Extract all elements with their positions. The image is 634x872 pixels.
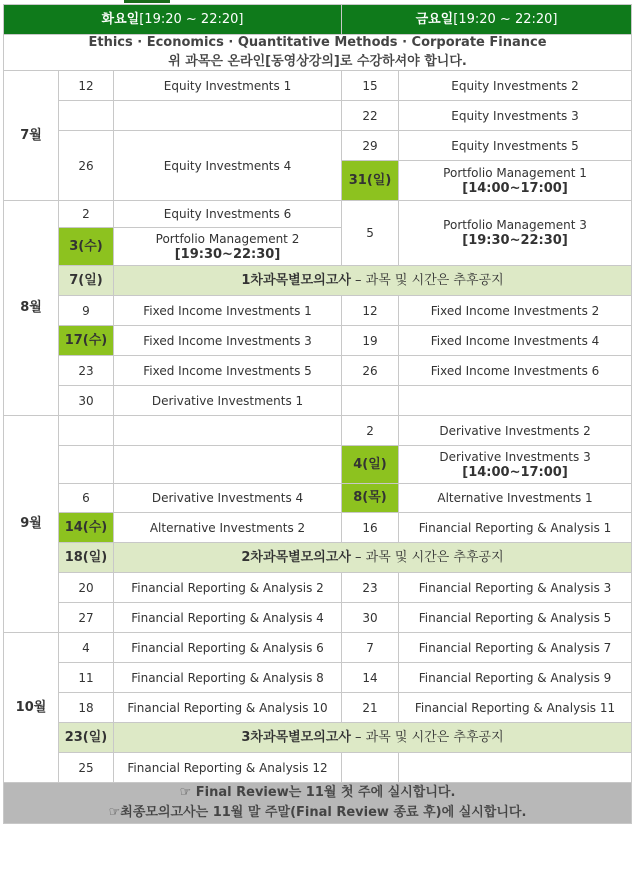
exam-notice: 3차과목별모의고사 – 과목 및 시간은 추후공지 [114, 723, 632, 753]
fri-class: Fixed Income Investments 2 [399, 296, 632, 326]
table-row [4, 296, 632, 326]
tue-date: 12 [59, 71, 114, 101]
tue-class: Equity Investments 4 [114, 131, 342, 201]
tue-class: Financial Reporting & Analysis 6 [114, 633, 342, 663]
class-title: Portfolio Management 1 [443, 165, 587, 180]
fri-date: 16 [342, 513, 399, 543]
fri-date-empty [342, 753, 399, 783]
fri-date: 29 [342, 131, 399, 161]
class-time: [14:00~17:00] [462, 464, 568, 480]
class-time: [19:30~22:30] [462, 233, 568, 248]
fri-date: 19 [342, 326, 399, 356]
fri-class [399, 201, 632, 266]
footer-row [4, 783, 632, 824]
fri-class: Equity Investments 5 [399, 131, 632, 161]
fri-date: 2 [342, 416, 399, 446]
fri-class: Fixed Income Investments 4 [399, 326, 632, 356]
tue-date-empty [59, 101, 114, 131]
table-row [4, 446, 632, 484]
table-row [4, 131, 632, 161]
exam-date: 7(일) [59, 266, 114, 296]
tue-class: Equity Investments 6 [114, 201, 342, 228]
fri-date: 22 [342, 101, 399, 131]
exam-row [4, 543, 632, 573]
fri-class: Financial Reporting & Analysis 9 [399, 663, 632, 693]
tue-date-special: 14(수) [59, 513, 114, 543]
tue-class-empty [114, 446, 342, 484]
tue-class: Fixed Income Investments 3 [114, 326, 342, 356]
tue-date: 26 [59, 131, 114, 201]
fri-date: 23 [342, 573, 399, 603]
intro-notice [4, 35, 632, 71]
table-row [4, 633, 632, 663]
tue-date: 20 [59, 573, 114, 603]
fri-date: 5 [342, 201, 399, 266]
fri-date: 12 [342, 296, 399, 326]
tue-date: 27 [59, 603, 114, 633]
tue-date: 11 [59, 663, 114, 693]
month-july: 7월 [4, 71, 59, 201]
table-row [4, 201, 632, 228]
tue-class: Fixed Income Investments 1 [114, 296, 342, 326]
tue-date: 4 [59, 633, 114, 663]
online-note: 위 과목은 온라인[동영상강의]로 수강하셔야 합니다. [168, 54, 467, 69]
fri-date: 7 [342, 633, 399, 663]
exam-row [4, 723, 632, 753]
table-row [4, 386, 632, 416]
table-row [4, 603, 632, 633]
tue-class: Derivative Investments 4 [114, 484, 342, 513]
table-row [4, 513, 632, 543]
table-row [4, 753, 632, 783]
fri-date-empty [342, 386, 399, 416]
exam-date: 23(일) [59, 723, 114, 753]
tue-date: 2 [59, 201, 114, 228]
class-title: Derivative Investments 3 [439, 449, 591, 464]
tue-date: 9 [59, 296, 114, 326]
fri-date-special: 31(일) [342, 161, 399, 201]
table-row [4, 71, 632, 101]
fri-class: Financial Reporting & Analysis 7 [399, 633, 632, 663]
tue-date: 18 [59, 693, 114, 723]
friday-header: 금요일[19:20 ~ 22:20] [342, 5, 632, 35]
fri-class-empty [399, 386, 632, 416]
tue-date: 25 [59, 753, 114, 783]
tue-date-empty [59, 416, 114, 446]
tue-class: Financial Reporting & Analysis 8 [114, 663, 342, 693]
tue-date: 6 [59, 484, 114, 513]
month-september: 9월 [4, 416, 59, 633]
exam-date: 18(일) [59, 543, 114, 573]
table-row [4, 693, 632, 723]
tue-date-empty [59, 446, 114, 484]
intro-row [4, 35, 632, 71]
fri-class: Financial Reporting & Analysis 11 [399, 693, 632, 723]
table-row [4, 484, 632, 513]
fri-date: 30 [342, 603, 399, 633]
fri-class: Alternative Investments 1 [399, 484, 632, 513]
tue-date-special: 17(수) [59, 326, 114, 356]
table-row [4, 573, 632, 603]
fri-date: 21 [342, 693, 399, 723]
fri-class [399, 446, 632, 484]
fri-class-empty [399, 753, 632, 783]
fri-date-special: 8(목) [342, 484, 399, 513]
tue-class-empty [114, 101, 342, 131]
fri-class: Financial Reporting & Analysis 1 [399, 513, 632, 543]
tuesday-header: 화요일[19:20 ~ 22:20] [4, 5, 342, 35]
tue-class: Financial Reporting & Analysis 12 [114, 753, 342, 783]
fri-class: Fixed Income Investments 6 [399, 356, 632, 386]
tue-class [114, 228, 342, 266]
table-row [4, 416, 632, 446]
fri-class [399, 161, 632, 201]
tue-class: Derivative Investments 1 [114, 386, 342, 416]
fri-class: Equity Investments 2 [399, 71, 632, 101]
month-august: 8월 [4, 201, 59, 416]
tue-class-empty [114, 416, 342, 446]
exam-row [4, 266, 632, 296]
fri-date: 14 [342, 663, 399, 693]
fri-date: 26 [342, 356, 399, 386]
class-title: Portfolio Management 3 [443, 218, 587, 232]
top-accent-bar [124, 0, 170, 3]
tue-class: Financial Reporting & Analysis 10 [114, 693, 342, 723]
table-row [4, 326, 632, 356]
tue-class: Financial Reporting & Analysis 4 [114, 603, 342, 633]
footer-notice [4, 783, 632, 824]
table-row [4, 101, 632, 131]
fri-class: Derivative Investments 2 [399, 416, 632, 446]
table-row [4, 663, 632, 693]
tue-date: 23 [59, 356, 114, 386]
month-october: 10월 [4, 633, 59, 783]
fri-class: Equity Investments 3 [399, 101, 632, 131]
tue-date: 30 [59, 386, 114, 416]
fri-class: Financial Reporting & Analysis 3 [399, 573, 632, 603]
table-row [4, 356, 632, 386]
fri-class: Financial Reporting & Analysis 5 [399, 603, 632, 633]
tue-class: Alternative Investments 2 [114, 513, 342, 543]
tue-class: Fixed Income Investments 5 [114, 356, 342, 386]
schedule-table [3, 4, 632, 824]
fri-date: 15 [342, 71, 399, 101]
final-mock-exam-note: ☞최종모의고사는 11월 말 주말(Final Review 종료 후)에 실시합니다. [108, 805, 527, 820]
tue-date-special: 3(수) [59, 228, 114, 266]
tue-class: Equity Investments 1 [114, 71, 342, 101]
online-subjects: Ethics · Economics · Quantitative Methods · Corporate Finance [88, 35, 547, 50]
class-time: [14:00~17:00] [462, 180, 568, 196]
tue-class: Financial Reporting & Analysis 2 [114, 573, 342, 603]
class-title: Portfolio Management 2 [155, 231, 300, 246]
header-row [4, 5, 632, 35]
final-review-note: ☞ Final Review는 11월 첫 주에 실시합니다. [179, 785, 456, 800]
exam-notice: 2차과목별모의고사 – 과목 및 시간은 추후공지 [114, 543, 632, 573]
class-time: [19:30~22:30] [174, 246, 281, 262]
fri-date-special: 4(일) [342, 446, 399, 484]
exam-notice: 1차과목별모의고사 – 과목 및 시간은 추후공지 [114, 266, 632, 296]
